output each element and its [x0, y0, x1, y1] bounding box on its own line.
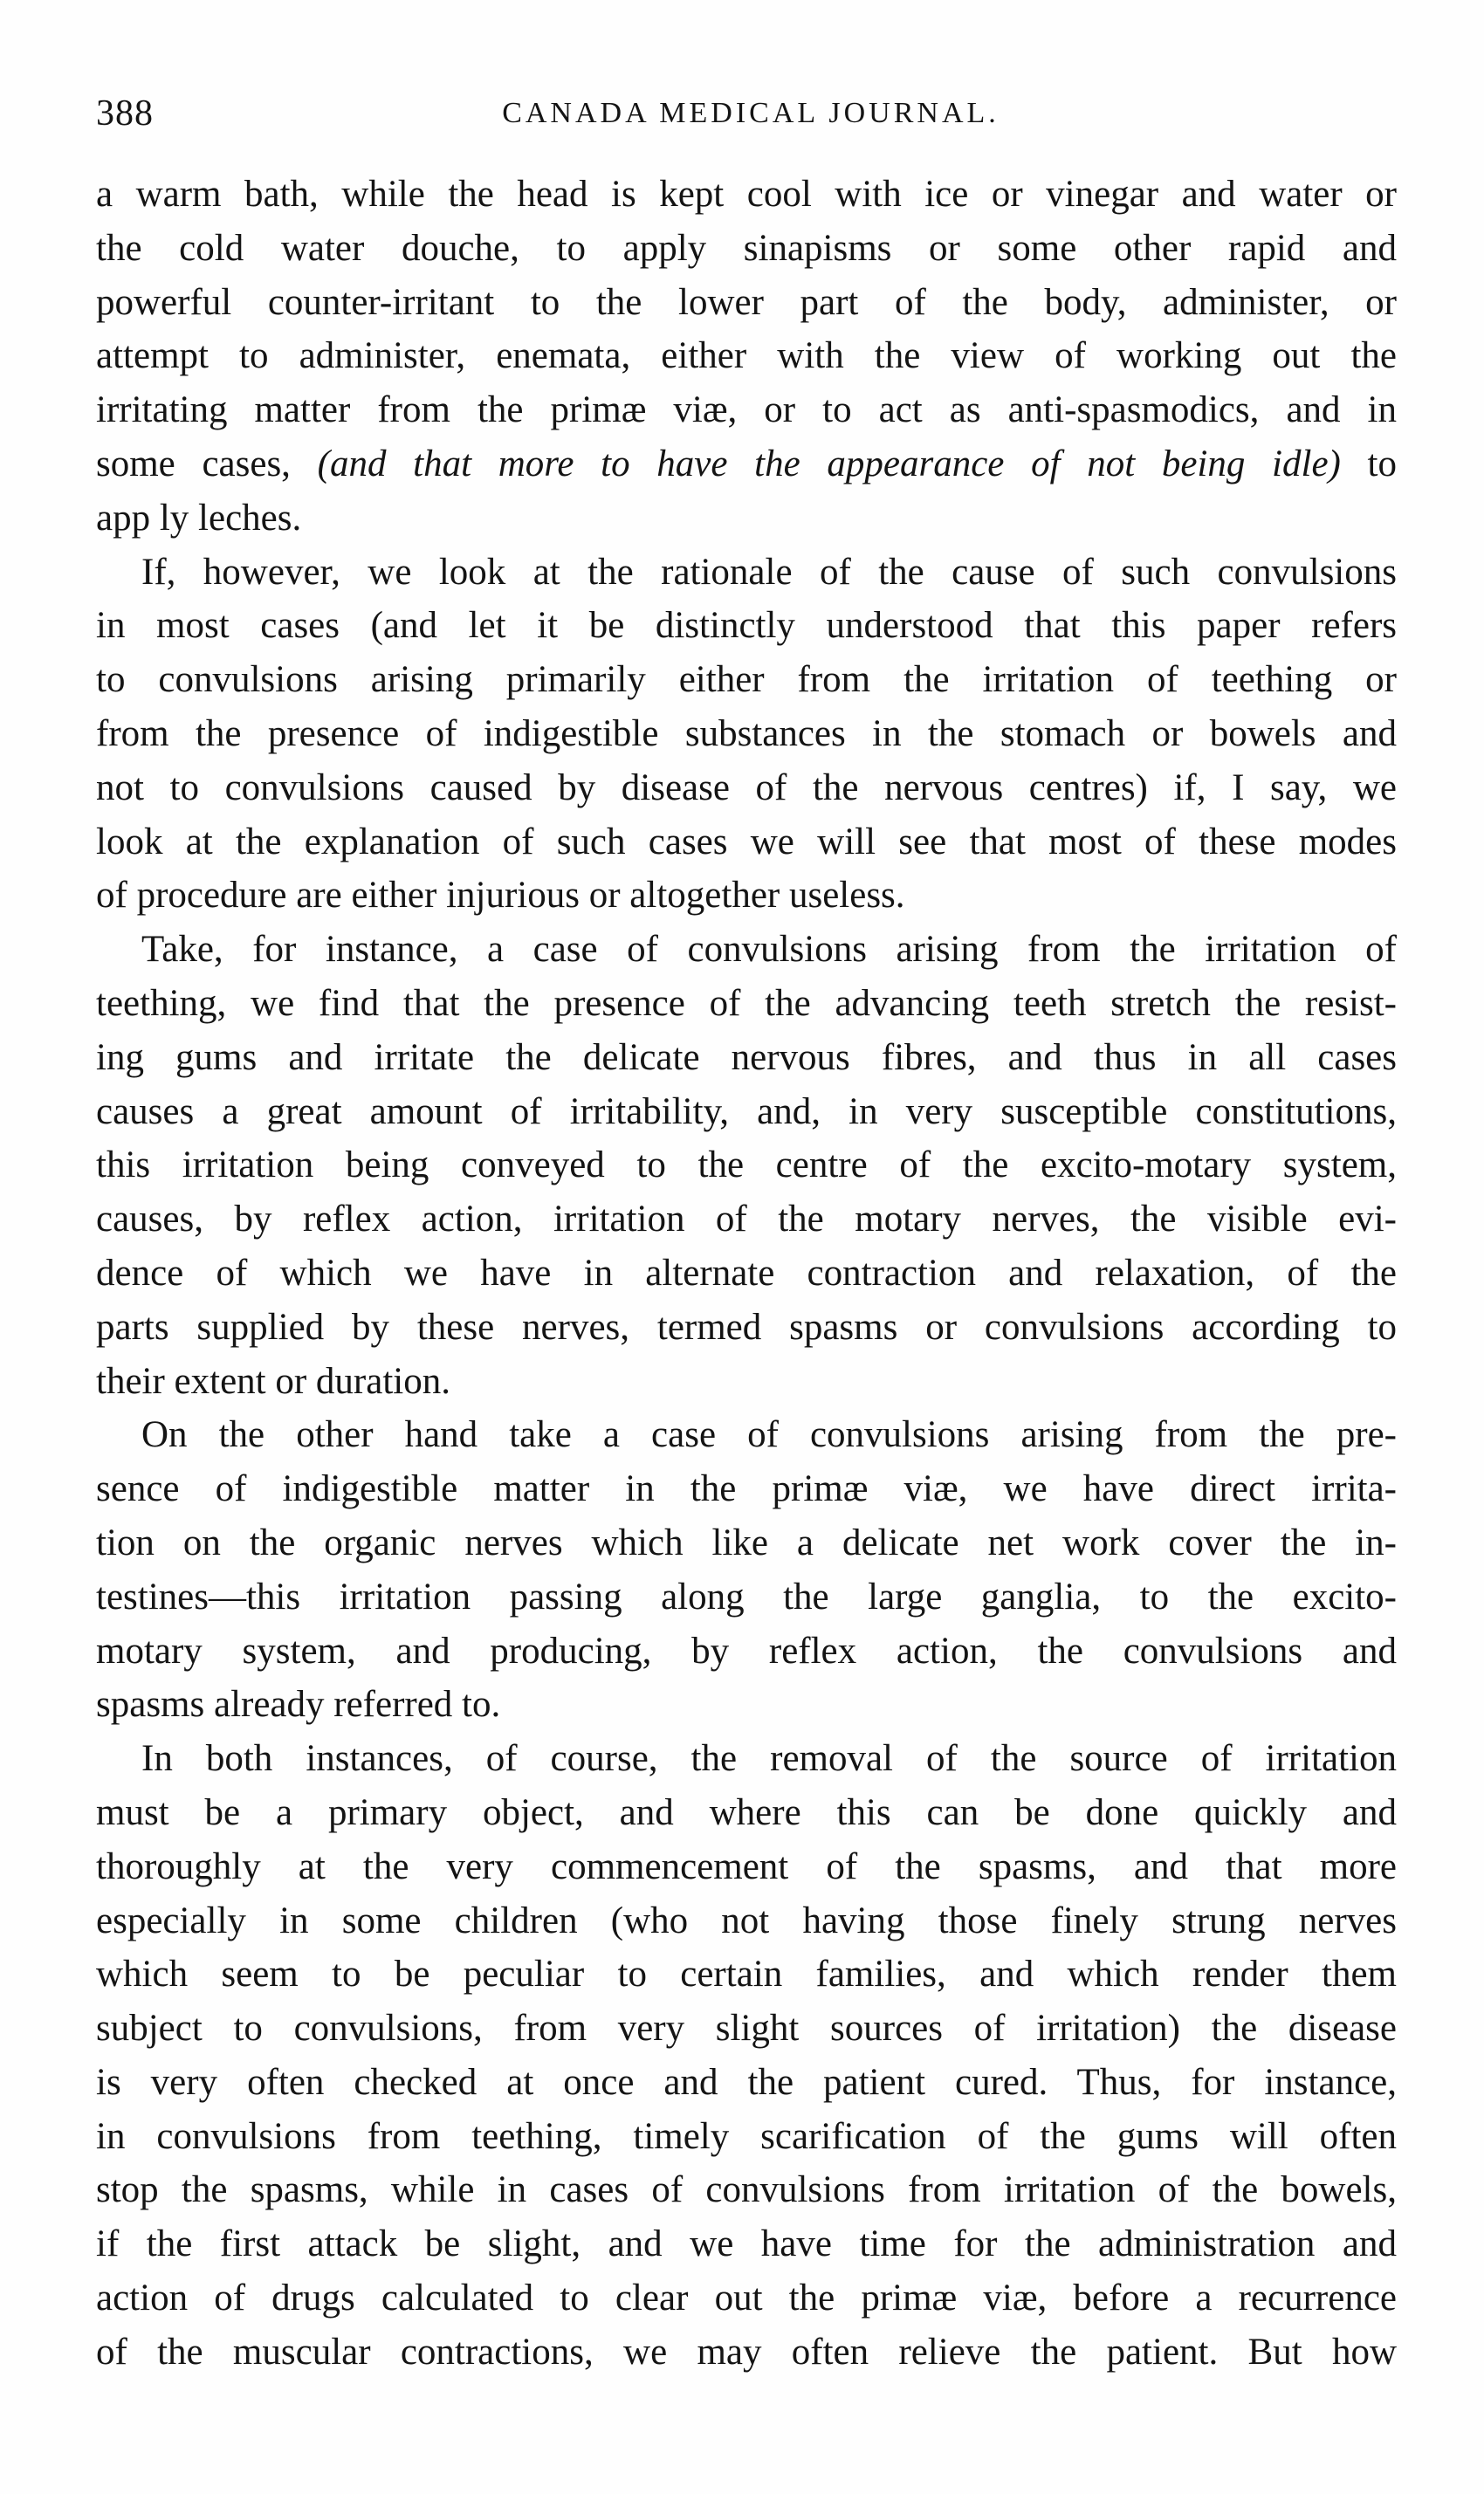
- text-line: must be a primary object, and where this can be done quickly and: [96, 1791, 1397, 1833]
- text-line: causes, by reflex action, irritation of the motary nerves, the visible evi-: [96, 1199, 1397, 1240]
- page-number: 388: [96, 93, 154, 134]
- text-line: dence of which we have in alternate contraction and relaxation, of the: [96, 1252, 1397, 1294]
- paragraph-start-line: Take, for instance, a case of convulsions arising from the irritation of: [141, 929, 1397, 971]
- text-segment: to: [1340, 443, 1397, 484]
- text-line: tion on the organic nerves which like a delicate net work cover the in-: [96, 1522, 1397, 1563]
- paragraph-start-line: If, however, we look at the rationale of the cause of such convulsions: [141, 551, 1397, 593]
- text-line: is very often checked at once and the patient cured. Thus, for instance,: [96, 2061, 1397, 2103]
- text-line: not to convulsions caused by disease of the nervous centres) if, I say, we: [96, 766, 1397, 808]
- text-line: which seem to be peculiar to certain families, and which render them: [96, 1954, 1397, 1996]
- text-line: spasms already referred to.: [96, 1684, 501, 1726]
- paragraph-start-line: On the other hand take a case of convulsions arising from the pre-: [141, 1414, 1397, 1456]
- text-line: teething, we find that the presence of the advancing teeth stretch the resist-: [96, 982, 1397, 1024]
- text-line: attempt to administer, enemata, either with the view of working out the: [96, 335, 1397, 377]
- journal-title: CANADA MEDICAL JOURNAL.: [502, 97, 1000, 129]
- text-line: their extent or duration.: [96, 1360, 450, 1402]
- text-line: in most cases (and let it be distinctly understood that this paper refers: [96, 605, 1397, 647]
- text-line: sence of indigestible matter in the primæ viæ, we have direct irrita-: [96, 1468, 1397, 1510]
- italic-aside: (and that more to have the appearance of not being idle): [317, 443, 1341, 484]
- text-line: from the presence of indigestible substances in the stomach or bowels and: [96, 712, 1397, 754]
- text-line: a warm bath, while the head is kept cool with ice or vinegar and water or: [96, 174, 1397, 215]
- text-line: look at the explanation of such cases we will see that most of these modes: [96, 821, 1397, 862]
- text-line: action of drugs calculated to clear out the primæ viæ, before a recurrence: [96, 2278, 1397, 2319]
- text-line: in convulsions from teething, timely scarification of the gums will often: [96, 2115, 1397, 2157]
- text-line: especially in some children (who not having those finely strung nerves: [96, 1900, 1397, 1941]
- text-line: the cold water douche, to apply sinapisms or some other rapid and: [96, 227, 1397, 269]
- text-line: app ly leches.: [96, 497, 302, 539]
- text-line: ing gums and irritate the delicate nervous fibres, and thus in all cases: [96, 1036, 1397, 1078]
- text-line: irritating matter from the primæ viæ, or to act as anti-spasmodics, and in: [96, 389, 1397, 431]
- text-line: of the muscular contractions, we may often relieve the patient. But how: [96, 2331, 1397, 2373]
- text-line: stop the spasms, while in cases of convulsions from irritation of the bowels,: [96, 2169, 1397, 2211]
- text-line: causes a great amount of irritability, and, in very susceptible constitutions,: [96, 1090, 1397, 1132]
- text-line: powerful counter-irritant to the lower part of the body, administer, or: [96, 281, 1397, 323]
- text-line: of procedure are either injurious or altogether useless.: [96, 875, 905, 917]
- text-line: to convulsions arising primarily either from the irritation of teething or: [96, 659, 1397, 701]
- text-line: if the first attack be slight, and we have time for the administration and: [96, 2223, 1397, 2265]
- text-line-italic: [96, 437, 1397, 491]
- running-head: [96, 87, 1414, 140]
- text-line: motary system, and producing, by reflex action, the convulsions and: [96, 1630, 1397, 1672]
- text-line: thoroughly at the very commencement of the spasms, and that more: [96, 1845, 1397, 1887]
- body-text: [96, 168, 1397, 2380]
- text-line: subject to convulsions, from very slight sources of irritation) the disease: [96, 2008, 1397, 2050]
- text-line: this irritation being conveyed to the centre of the excito-motary system,: [96, 1144, 1397, 1186]
- paragraph-start-line: In both instances, of course, the removal of the source of irritation: [141, 1738, 1397, 1780]
- text-line: testines—this irritation passing along the large ganglia, to the excito-: [96, 1576, 1397, 1618]
- text-segment: some cases,: [96, 443, 318, 484]
- text-line: parts supplied by these nerves, termed spasms or convulsions according to: [96, 1306, 1397, 1348]
